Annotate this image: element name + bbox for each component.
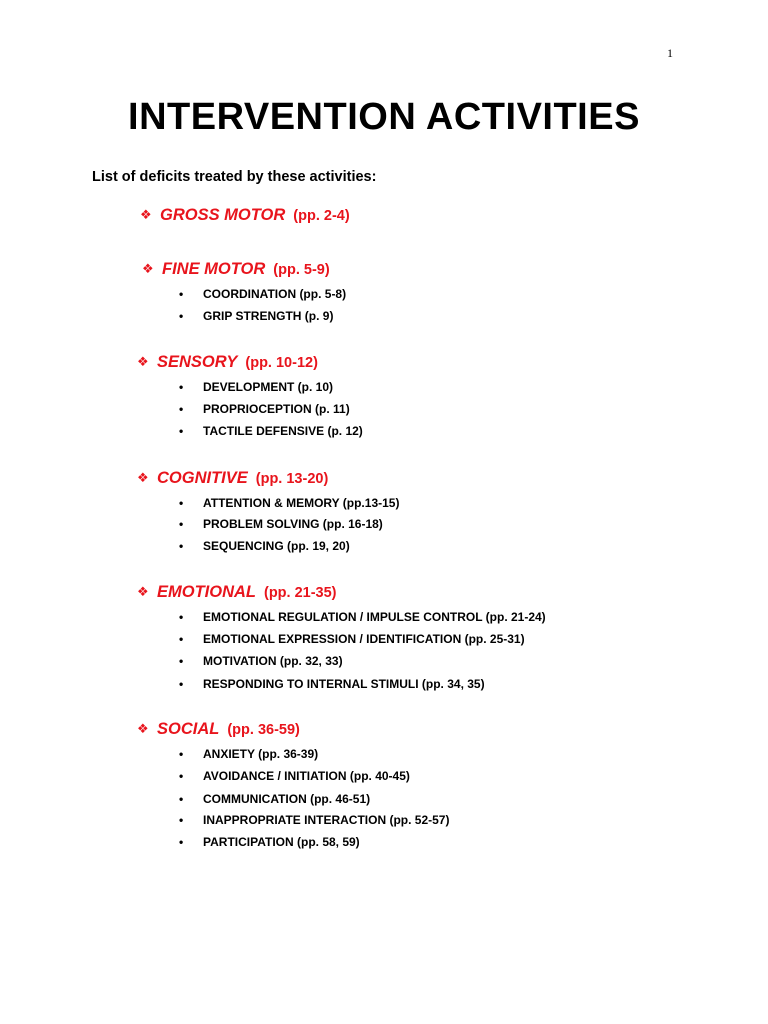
round-bullet-icon: •	[179, 610, 184, 624]
list-item-text: EMOTIONAL REGULATION / IMPULSE CONTROL (pp. 21-24)	[203, 610, 546, 624]
round-bullet-icon: •	[179, 632, 184, 646]
round-bullet-icon: •	[179, 769, 184, 783]
page-number: 1	[667, 46, 673, 60]
section-heading	[137, 720, 300, 739]
intro-text: List of deficits treated by these activities:	[92, 169, 377, 185]
list-item	[179, 747, 318, 761]
list-item-text: SEQUENCING (pp. 19, 20)	[203, 539, 350, 553]
list-item	[179, 792, 370, 806]
diamond-bullet-icon: ❖	[137, 584, 149, 599]
list-item	[179, 610, 546, 624]
list-item	[179, 677, 485, 691]
list-item	[179, 835, 360, 849]
round-bullet-icon: •	[179, 287, 184, 301]
section-name: FINE MOTOR	[162, 260, 266, 278]
section-pages: (pp. 10-12)	[245, 355, 318, 371]
round-bullet-icon: •	[179, 380, 184, 394]
list-item-text: GRIP STRENGTH (p. 9)	[203, 309, 334, 323]
list-item-text: PARTICIPATION (pp. 58, 59)	[203, 835, 360, 849]
list-item-text: DEVELOPMENT (p. 10)	[203, 380, 334, 394]
list-item	[179, 496, 399, 510]
diamond-bullet-icon: ❖	[137, 354, 149, 369]
section-pages: (pp. 2-4)	[293, 208, 350, 224]
diamond-bullet-icon: ❖	[137, 721, 149, 736]
section-name: COGNITIVE	[157, 469, 248, 487]
list-item-text: PROPRIOCEPTION (p. 11)	[203, 402, 350, 416]
section-pages: (pp. 21-35)	[264, 585, 337, 601]
section-pages: (pp. 5-9)	[273, 262, 330, 278]
list-item-text: RESPONDING TO INTERNAL STIMULI (pp. 34, 35)	[203, 677, 485, 691]
diamond-bullet-icon: ❖	[142, 261, 154, 276]
section-heading	[137, 583, 337, 602]
round-bullet-icon: •	[179, 747, 184, 761]
list-item	[179, 539, 350, 553]
section-heading	[142, 260, 330, 279]
round-bullet-icon: •	[179, 539, 184, 553]
round-bullet-icon: •	[179, 677, 184, 691]
list-item-text: AVOIDANCE / INITIATION (pp. 40-45)	[203, 769, 410, 783]
section-name: SOCIAL	[157, 720, 220, 738]
list-item	[179, 813, 449, 827]
list-item-text: MOTIVATION (pp. 32, 33)	[203, 654, 343, 668]
section-name: EMOTIONAL	[157, 583, 256, 601]
section-name: GROSS MOTOR	[160, 206, 286, 224]
list-item	[179, 380, 333, 394]
round-bullet-icon: •	[179, 792, 184, 806]
round-bullet-icon: •	[179, 402, 184, 416]
list-item	[179, 769, 410, 783]
list-item	[179, 654, 343, 668]
list-item-text: COMMUNICATION (pp. 46-51)	[203, 792, 371, 806]
list-item-text: INAPPROPRIATE INTERACTION (pp. 52-57)	[203, 813, 450, 827]
diamond-bullet-icon: ❖	[137, 470, 149, 485]
list-item	[179, 517, 383, 531]
section-heading	[137, 353, 318, 372]
list-item	[179, 424, 363, 438]
round-bullet-icon: •	[179, 654, 184, 668]
list-item-text: ATTENTION & MEMORY (pp.13-15)	[203, 496, 400, 510]
section-name: SENSORY	[157, 353, 238, 371]
section-heading	[140, 206, 350, 225]
list-item	[179, 309, 333, 323]
list-item-text: PROBLEM SOLVING (pp. 16-18)	[203, 517, 383, 531]
list-item-text: EMOTIONAL EXPRESSION / IDENTIFICATION (pp. 25-31)	[203, 632, 525, 646]
section-pages: (pp. 13-20)	[255, 471, 329, 487]
diamond-bullet-icon: ❖	[140, 207, 152, 222]
list-item-text: TACTILE DEFENSIVE (p. 12)	[203, 424, 363, 438]
round-bullet-icon: •	[179, 496, 184, 510]
section-pages: (pp. 36-59)	[227, 722, 300, 738]
list-item	[179, 402, 350, 416]
list-item	[179, 287, 346, 301]
round-bullet-icon: •	[179, 424, 184, 438]
page-title: INTERVENTION ACTIVITIES	[128, 96, 640, 138]
list-item	[179, 632, 525, 646]
round-bullet-icon: •	[179, 813, 184, 827]
round-bullet-icon: •	[179, 835, 184, 849]
section-heading	[137, 469, 328, 488]
list-item-text: ANXIETY (pp. 36-39)	[203, 747, 319, 761]
list-item-text: COORDINATION (pp. 5-8)	[203, 287, 347, 301]
round-bullet-icon: •	[179, 309, 184, 323]
round-bullet-icon: •	[179, 517, 184, 531]
